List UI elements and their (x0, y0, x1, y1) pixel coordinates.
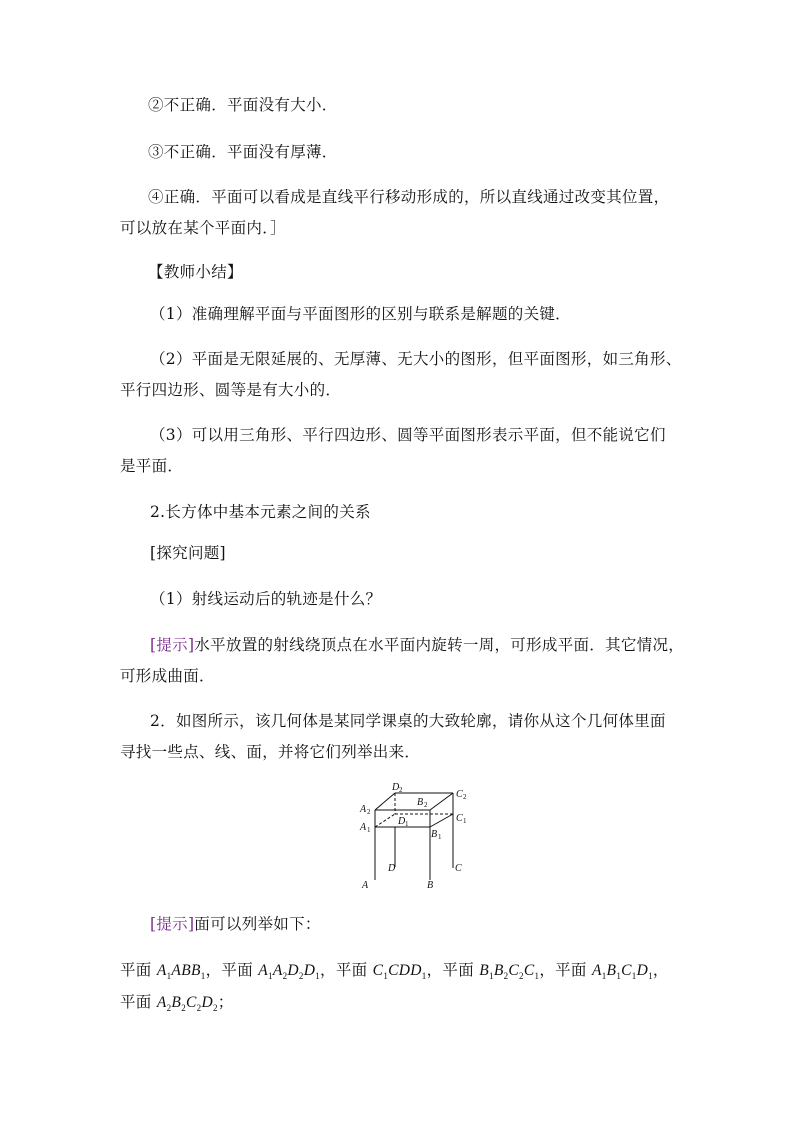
text-line: （2）平面是无限延展的、无厚薄、无大小的图形，但平面图形，如三角形、 (150, 350, 682, 368)
separator: ， (205, 961, 222, 979)
separator: ； (217, 993, 234, 1011)
text-line: 可形成曲面． (120, 667, 215, 685)
plane-name: $B_1B_2C_2C_1$ (479, 962, 540, 982)
text-line: （3）可以用三角形、平行四边形、圆等平面图形表示平面，但不能说它们 (150, 426, 666, 444)
plane-word: 平面 (120, 961, 157, 979)
plane-name: $C_1CDD_1$ (372, 962, 427, 982)
label-sub: 2 (367, 808, 371, 816)
label-A: A (362, 880, 369, 891)
text-line: 平行四边形、圆等是有大小的． (120, 381, 342, 399)
label-sub: 1 (405, 820, 409, 828)
desk-figure (355, 780, 475, 892)
plane-name: $A_1B_1C_1D_1$ (591, 962, 653, 982)
plane-word: 平面 (221, 961, 259, 979)
question-text: （1）射线运动后的轨迹是什么？ (150, 590, 382, 608)
label-B1: B (431, 829, 438, 840)
plane-list-line (120, 961, 669, 986)
hint-tag: [提示] (150, 636, 195, 654)
label-B: B (427, 880, 434, 891)
plane-word: 平面 (120, 993, 157, 1011)
section-heading: 【教师小结】 (148, 263, 243, 281)
label-D: D (388, 863, 396, 874)
plane-name: $A_1A_2D_2D_1$ (258, 962, 321, 982)
label-C1: C (456, 813, 463, 824)
hint-tag: [提示] (150, 915, 195, 933)
label-D1: D (398, 816, 406, 827)
label-B2: B (417, 797, 424, 808)
text-line: 寻找一些点、线、面，并将它们列举出来． (120, 743, 421, 761)
label-A1: A (360, 822, 367, 833)
label-sub: 1 (367, 826, 371, 834)
plane-list-line (120, 993, 234, 1018)
plane-word: 平面 (442, 961, 480, 979)
separator: ， (320, 961, 336, 979)
hint-paragraph (150, 636, 684, 655)
label-sub: 2 (399, 786, 403, 794)
separator: ， (539, 961, 556, 979)
text-line: （1）准确理解平面与平面图形的区别与联系是解题的关键． (150, 305, 571, 323)
label-sub: 2 (463, 793, 467, 801)
hint-text: 水平放置的射线绕顶点在水平面内旋转一周，可形成平面．其它情况， (194, 636, 685, 654)
plane-word: 平面 (555, 961, 592, 979)
text-line: ④正确．平面可以看成是直线平行移动形成的，所以直线通过改变其位置， (148, 188, 670, 206)
label-sub: 1 (438, 833, 442, 841)
text-line: ③不正确．平面没有厚薄． (148, 143, 338, 161)
label-D2: D (392, 782, 400, 793)
plane-name: $A_2B_2C_2D_2$ (156, 994, 218, 1014)
label-C: C (455, 863, 462, 874)
label-A2: A (360, 804, 367, 815)
section-heading: [探究问题] (150, 544, 226, 562)
plane-name: $A_1ABB_1$ (156, 962, 206, 982)
hint-text: 面可以列举如下： (194, 915, 321, 933)
question-text: 2．如图所示，该几何体是某同学课桌的大致轮廓，请你从这个几何体里面 (150, 712, 666, 730)
hint-paragraph (150, 915, 321, 934)
plane-word: 平面 (335, 961, 373, 979)
label-sub: 2 (424, 801, 428, 809)
separator: ， (426, 961, 443, 979)
label-C2: C (456, 789, 463, 800)
text-line: ②不正确．平面没有大小． (148, 96, 338, 114)
text-line: 是平面． (120, 457, 184, 475)
section-heading: 2.长方体中基本元素之间的关系 (150, 503, 371, 521)
separator: ， (652, 961, 669, 979)
label-sub: 1 (463, 817, 467, 825)
text-line: 可以放在某个平面内．］ (120, 219, 287, 237)
